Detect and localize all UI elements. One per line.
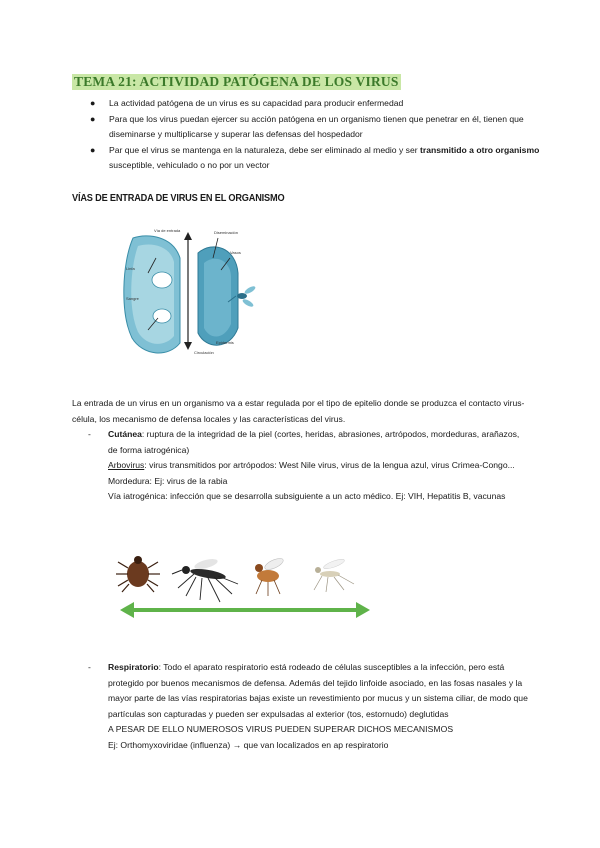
cutanea-section bbox=[88, 427, 528, 505]
diagram-label: Vasos bbox=[230, 250, 241, 255]
vessel-left-1 bbox=[152, 272, 172, 288]
bullet-text-pre: Par que el virus se mantenga en la naturaleza, debe ser eliminado al medio y ser bbox=[109, 144, 420, 155]
diagram-label: Linfa bbox=[126, 266, 135, 271]
tissue-left-inner bbox=[131, 245, 174, 344]
tissue-right-inner bbox=[204, 259, 231, 337]
respiratorio-section bbox=[88, 660, 538, 754]
arbovirus-desc: : virus transmitidos por artrópodos: West Nile virus, virus de la lengua azul, virus Crimea-Congo... bbox=[144, 460, 515, 471]
diagram-label: Diseminación bbox=[214, 230, 239, 235]
bullet-text-bold: transmitido a otro organismo bbox=[419, 144, 540, 155]
bullet-item bbox=[90, 96, 540, 112]
figure-bg bbox=[108, 544, 370, 630]
page-title: TEMA 21: ACTIVIDAD PATÓGENA DE LOS VIRUS bbox=[74, 74, 399, 89]
iatrogenica-line: Vía iatrogénica: infección que se desarrolla subsiguiente a un acto médico. Ej: VIH, Hepatitis B, vacunas bbox=[108, 491, 506, 502]
diagram-label: Vía de entrada bbox=[154, 228, 181, 233]
list-dash: - bbox=[88, 429, 91, 439]
diagram-label: Epidermis bbox=[216, 340, 234, 345]
bullet-dot: ● bbox=[90, 113, 96, 124]
respiratorio-example-line: Ej: Orthomyxoviridae (influenza) → que van localizados en ap respiratorio bbox=[108, 739, 389, 750]
respiratorio-line bbox=[108, 660, 538, 722]
mordedura-line: Mordedura: Ej: virus de la rabia bbox=[108, 475, 228, 486]
bullet-item bbox=[90, 112, 540, 143]
diagram-label: Sangre bbox=[126, 296, 139, 301]
bullet-text: La actividad patógena de un virus es su capacidad para producir enfermedad bbox=[109, 98, 404, 108]
bullet-dot: ● bbox=[90, 144, 96, 155]
list-dash: - bbox=[88, 662, 91, 672]
cutanea-desc: : ruptura de la integridad de la piel (cortes, heridas, abrasiones, artrópodos, mordeduras, arañazos, de forma iatrogénica) bbox=[108, 429, 520, 455]
bullet-item bbox=[90, 143, 540, 174]
respiratorio-desc: : Todo el aparato respiratorio está rodeado de células susceptibles a la infección, pero está protegido por buenos mecanismos de defensa. Además del tejido linfoide asociado, en las fosas nasales y la mayor parte de las vías respiratorias bajas existe un revestimiento por mucus y un sistema ciliar, de modo que partículas son capturadas y pueden ser expulsadas al exterior (tos, estornudo) deglutidas bbox=[108, 662, 528, 719]
arbovirus-term: Arbovirus bbox=[108, 460, 145, 471]
diagram-label: Circulación bbox=[194, 350, 214, 355]
cutanea-line bbox=[108, 427, 528, 458]
cutanea-term: Cutánea bbox=[108, 429, 142, 439]
bullet-text-post: susceptible, vehiculado o no por un vector bbox=[109, 160, 270, 171]
respiratorio-term: Respiratorio bbox=[108, 662, 159, 672]
bullet-dot: ● bbox=[90, 98, 96, 108]
arbovirus-line bbox=[108, 458, 528, 474]
intro-bullet-list bbox=[90, 96, 540, 174]
section-heading: VÍAS DE ENTRADA DE VIRUS EN EL ORGANISMO bbox=[72, 193, 285, 204]
entry-routes-diagram bbox=[118, 218, 258, 362]
respiratorio-caps-line: A PESAR DE ELLO NUMEROSOS VIRUS PUEDEN SUPERAR DICHOS MECANISMOS bbox=[108, 724, 454, 735]
intro-paragraph: La entrada de un virus en un organismo va a estar regulada por el tipo de epitelio donde se produzca el contacto virus-célula, los mecanismo de defensa locales y las características del virus. bbox=[72, 398, 525, 424]
arthropods-figure bbox=[108, 544, 370, 630]
bullet-text: Para que los virus puedan ejercer su acción patógena en un organismo tienen que penetrar en él, tienen que diseminarse y multiplicarse y superar las defensas del hospedador bbox=[109, 113, 524, 140]
